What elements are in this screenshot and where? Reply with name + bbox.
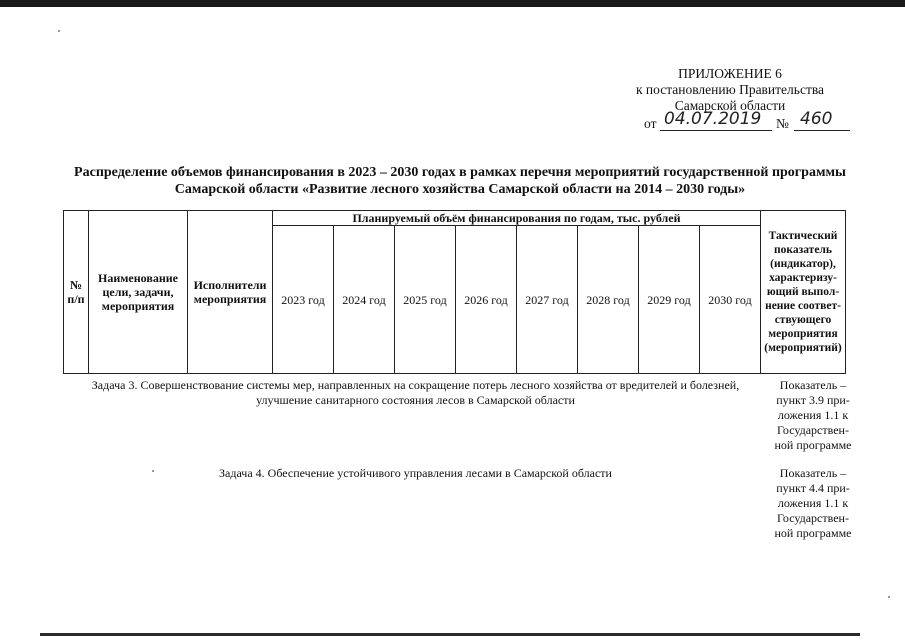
task-3-text: Задача 3. Совершенствование системы мер, направленных на сокращение потерь лесного хозяйства от вредителей и болезней, улучшение санитарного состояния лесов в Самарской области	[91, 378, 740, 407]
handwritten-number: 460	[800, 109, 833, 129]
appendix-line-2: Самарской области	[674, 98, 786, 113]
header-year-2025: 2025 год	[395, 226, 456, 374]
scan-edge-top	[0, 0, 905, 7]
header-year-2026: 2026 год	[456, 226, 517, 374]
header-year-2030: 2030 год	[700, 226, 761, 374]
task-4-text: Задача 4. Обеспечение устойчивого управления лесами в Самарской области	[219, 466, 612, 480]
scan-speck	[58, 30, 60, 32]
header-funding: Планируемый объём финансирования по годам, тыс. рублей	[273, 211, 761, 226]
document-title: Распределение объемов финансирования в 2023 – 2030 годах в рамках перечня мероприятий государственной программы Самарской области «Развитие лесного хозяйства Самарской области на 2014 – 2030 годы»	[74, 165, 846, 197]
header-executors: Исполнители мероприятия	[188, 211, 273, 374]
scan-edge-bottom	[40, 633, 860, 636]
header-no: № п/п	[64, 211, 89, 374]
header-year-2027: 2027 год	[517, 226, 578, 374]
handwritten-date: 04.07.2019	[664, 109, 762, 129]
appendix-title: ПРИЛОЖЕНИЕ 6	[678, 66, 782, 81]
from-label: от	[644, 116, 657, 131]
number-underline	[794, 130, 850, 131]
funding-table	[63, 210, 846, 374]
appendix-date-row	[600, 109, 860, 132]
appendix-line-1: к постановлению Правительства	[635, 82, 825, 97]
number-label: №	[776, 116, 789, 131]
header-year-2023: 2023 год	[273, 226, 334, 374]
header-year-2029: 2029 год	[639, 226, 700, 374]
header-name: Наименование цели, задачи, мероприятия	[89, 211, 188, 374]
header-year-2028: 2028 год	[578, 226, 639, 374]
scan-speck	[888, 596, 890, 598]
task-4-indicator: Показатель – пункт 4.4 при-ложения 1.1 к Государствен-ной программе	[774, 466, 852, 540]
header-indicator: Тактический показатель (индикатор), характеризу-ющий выпол-нение соответ-ствующего мероприятия (мероприятий)	[761, 211, 846, 374]
appendix-block	[600, 66, 860, 132]
task-3-indicator: Показатель – пункт 3.9 при-ложения 1.1 к Государствен-ной программе	[774, 378, 852, 452]
header-year-2024: 2024 год	[334, 226, 395, 374]
date-underline	[660, 130, 772, 131]
